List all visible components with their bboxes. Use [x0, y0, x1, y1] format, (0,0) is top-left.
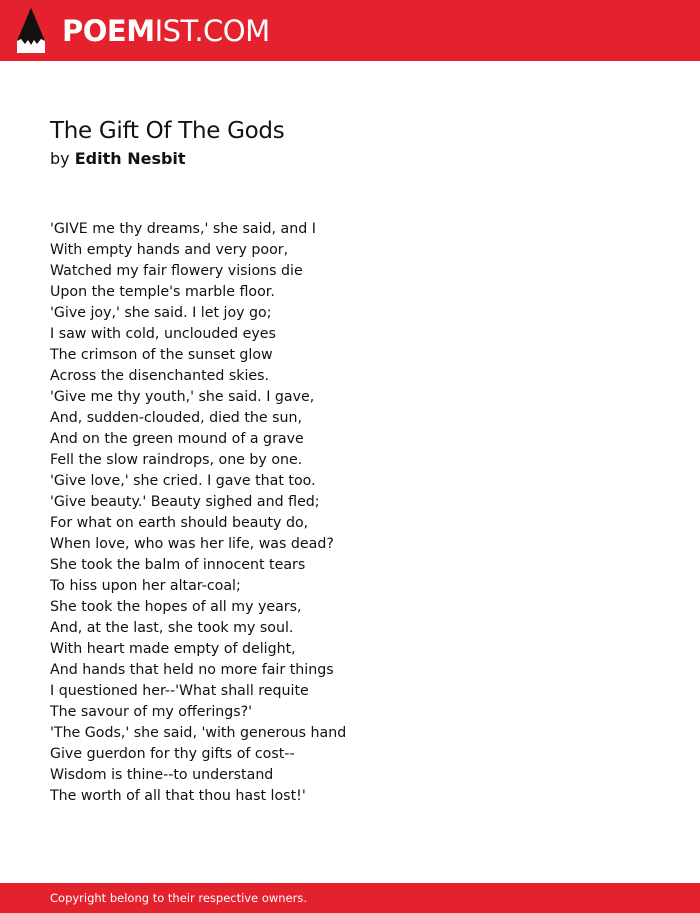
- poem-title: The Gift Of The Gods: [50, 118, 285, 144]
- poem-line: And, at the last, she took my soul.: [50, 620, 294, 636]
- top-bar: [0, 0, 700, 61]
- logo-text-light: IST.COM: [154, 14, 270, 48]
- poem-line: 'Give beauty.' Beauty sighed and fled;: [50, 494, 320, 510]
- poem-line: Fell the slow raindrops, one by one.: [50, 452, 303, 468]
- by-label: by: [50, 149, 70, 168]
- poem-line: With heart made empty of delight,: [50, 641, 296, 657]
- logo-text-bold: POEM: [62, 14, 155, 48]
- footer-bar: [0, 883, 700, 913]
- poem-line: Wisdom is thine--to understand: [50, 767, 274, 783]
- poem-body: [50, 219, 346, 807]
- poem-line: I questioned her--'What shall requite: [50, 683, 309, 699]
- poem-line: She took the hopes of all my years,: [50, 599, 302, 615]
- poem-line: Upon the temple's marble floor.: [50, 284, 275, 300]
- poem-line: 'GIVE me thy dreams,' she said, and I: [50, 221, 316, 237]
- copyright-text: Copyright belong to their respective owners.: [50, 891, 308, 905]
- poem-line: For what on earth should beauty do,: [50, 515, 309, 531]
- poem-line: And hands that held no more fair things: [50, 662, 334, 678]
- poem-line: I saw with cold, unclouded eyes: [50, 326, 276, 342]
- poem-line: 'Give me thy youth,' she said. I gave,: [50, 389, 315, 405]
- poem-line: 'Give joy,' she said. I let joy go;: [50, 305, 272, 321]
- poem-line: And, sudden-clouded, died the sun,: [50, 410, 303, 426]
- poem-line: She took the balm of innocent tears: [50, 557, 306, 573]
- poem-line: To hiss upon her altar-coal;: [50, 578, 241, 594]
- poem-line: 'The Gods,' she said, 'with generous hand: [50, 725, 347, 741]
- poem-line: Watched my fair flowery visions die: [50, 263, 303, 279]
- poem-line: Across the disenchanted skies.: [50, 368, 270, 384]
- poem-line: The worth of all that thou hast lost!': [50, 788, 306, 804]
- poem-line: 'Give love,' she cried. I gave that too.: [50, 473, 316, 489]
- poem-line: The savour of my offerings?': [50, 704, 253, 720]
- poem-line: With empty hands and very poor,: [50, 242, 289, 258]
- poem-line: And on the green mound of a grave: [50, 431, 304, 447]
- poem-line: When love, who was her life, was dead?: [50, 536, 334, 552]
- poem-line: Give guerdon for thy gifts of cost--: [50, 746, 295, 762]
- poem-line: The crimson of the sunset glow: [50, 347, 273, 363]
- poem-byline: [50, 148, 186, 170]
- poem-author: Edith Nesbit: [74, 149, 186, 168]
- site-logo-text: [62, 14, 270, 48]
- pencil-nib-icon: [17, 8, 45, 53]
